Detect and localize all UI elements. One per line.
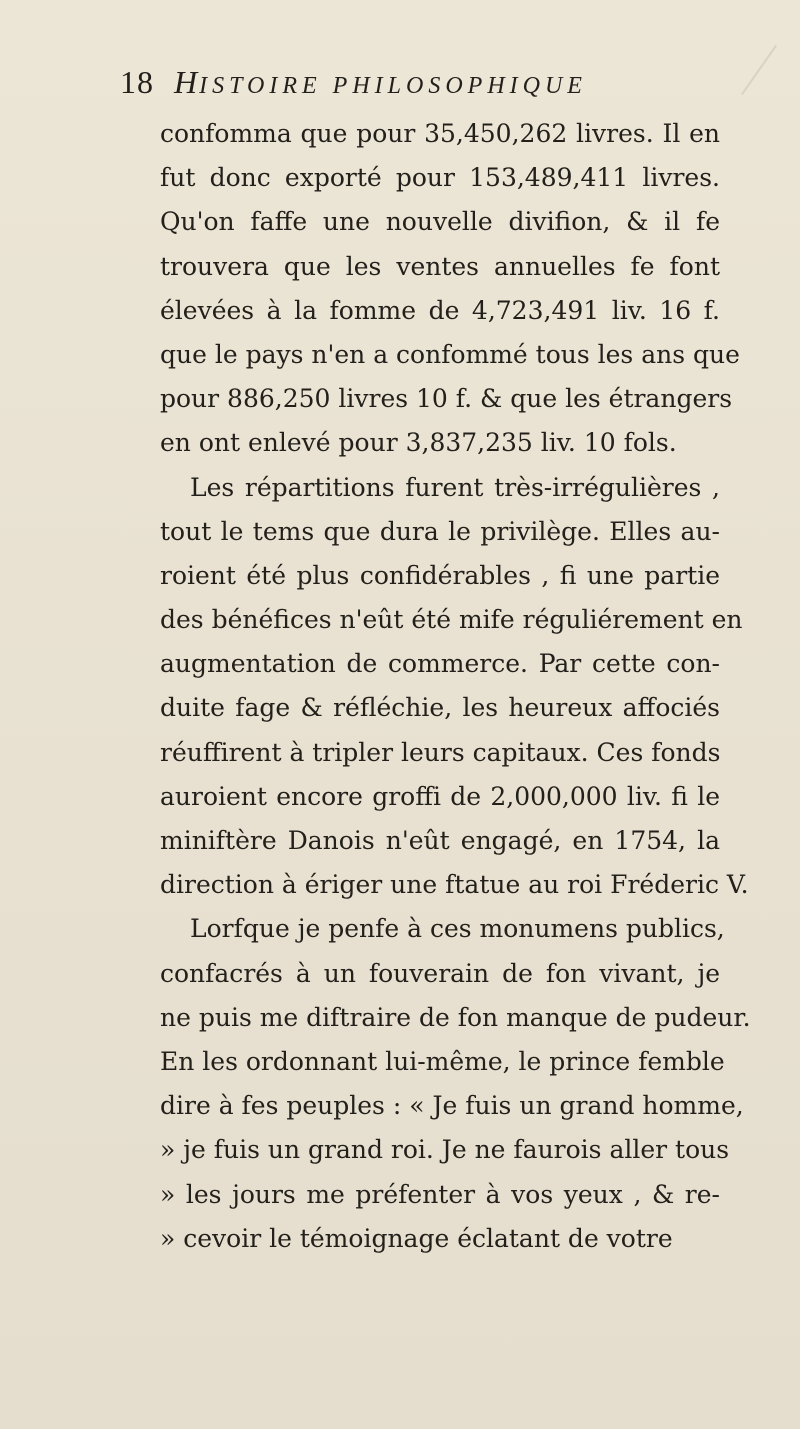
text-line: direction à ériger une ftatue au roi Fréderic V. bbox=[160, 870, 749, 900]
text-line: trouvera que les ventes annuelles fe font bbox=[160, 251, 720, 281]
text-line: des bénéfices n'eût été mife réguliérement en bbox=[160, 605, 743, 635]
text-line: roient été plus confidérables , fi une partie bbox=[160, 560, 720, 590]
quote-line: » les jours me préfenter à vos yeux , & re- bbox=[160, 1179, 720, 1209]
paragraph-first-line: Les répartitions furent très-irrégulières , bbox=[190, 472, 720, 502]
quote-line: » je fuis un grand roi. Je ne faurois aller tous bbox=[160, 1135, 730, 1165]
text-line: que le pays n'en a confommé tous les ans que bbox=[160, 339, 740, 369]
text-line: miniftère Danois n'eût engagé, en 1754, la bbox=[160, 826, 720, 855]
running-title-initial: H bbox=[174, 64, 200, 100]
text-line: en ont enlevé pour 3,837,235 liv. 10 fols. bbox=[160, 428, 677, 458]
text-line: duite fage & réfléchie, les heureux affociés bbox=[160, 693, 720, 723]
text-line: confacrés à un fouverain de fon vivant, je bbox=[160, 958, 720, 988]
running-head bbox=[120, 64, 740, 108]
text-line: En les ordonnant lui-même, le prince femble bbox=[160, 1046, 725, 1076]
paragraph-first-line: Lorfque je penfe à ces monumens publics, bbox=[190, 914, 725, 944]
text-line: tout le tems que dura le privilège. Elles au- bbox=[160, 516, 720, 546]
running-title bbox=[174, 64, 587, 101]
quote-line: » cevoir le témoignage éclatant de votre bbox=[160, 1223, 673, 1253]
paper-mark bbox=[741, 45, 777, 95]
text-line: ne puis me diftraire de fon manque de pudeur. bbox=[160, 1002, 751, 1032]
text-line: fut donc exporté pour 153,489,411 livres. bbox=[160, 163, 720, 193]
text-line: élevées à la fomme de 4,723,491 liv. 16 f. bbox=[160, 295, 720, 325]
body-text bbox=[160, 112, 751, 1261]
text-line: réuffirent à tripler leurs capitaux. Ces fonds bbox=[160, 737, 721, 767]
text-line: confomma que pour 35,450,262 livres. Il en bbox=[160, 119, 720, 148]
running-title-rest: ISTOIRE PHILOSOPHIQUE bbox=[199, 73, 587, 99]
text-line: auroient encore groffi de 2,000,000 liv. fi le bbox=[160, 781, 720, 811]
text-line: dire à fes peuples : « Je fuis un grand homme, bbox=[160, 1091, 744, 1121]
text-line: pour 886,250 livres 10 f. & que les étrangers bbox=[160, 384, 733, 414]
page-number: 18 bbox=[120, 64, 154, 100]
text-line: Qu'on faffe une nouvelle divifion, & il fe bbox=[160, 207, 720, 237]
text-line: augmentation de commerce. Par cette con- bbox=[160, 649, 720, 679]
